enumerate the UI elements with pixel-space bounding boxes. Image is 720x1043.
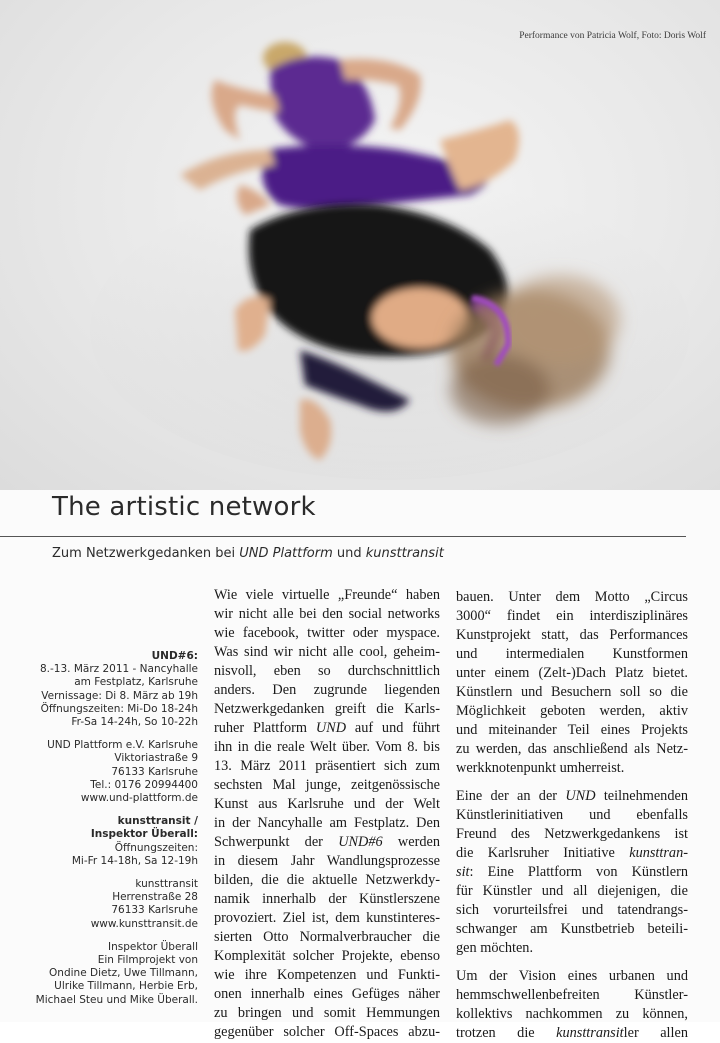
info-line: Öffnungszeiten: — [114, 841, 198, 854]
article-column-2 — [456, 588, 688, 1043]
info-line: Fr-Sa 14-24h, So 10-22h — [71, 716, 198, 729]
address-line: 76133 Karlsruhe — [111, 904, 198, 917]
article-line: wie ihre Kompetenzen und Funkti- — [214, 967, 440, 983]
article-line: 13. März 2011 präsentiert sich zum — [214, 758, 440, 774]
article-line: die Karlsruher Initiative kunsttran- — [456, 845, 688, 861]
article-line: und intermedialen Kunstformen — [456, 646, 688, 662]
und-address — [20, 739, 198, 805]
article-line: zu bringen und somit Hemmungen — [214, 1005, 440, 1021]
paragraph-gap — [456, 958, 688, 967]
article-line: wir nicht alle bei den social networks — [214, 606, 440, 622]
article-line: ruher Plattform UND auf und führt — [214, 720, 440, 736]
address-line: kunsttransit — [135, 878, 198, 891]
info-line: Vernissage: Di 8. März ab 19h — [41, 689, 198, 702]
info-line: am Festplatz, Karlsruhe — [74, 676, 198, 689]
article-line: zu werden, das anschließend als Netz- — [456, 741, 688, 757]
article-line: in der Nancyhalle am Festplatz. Den — [214, 815, 440, 831]
article-line: sechsten Mal junge, zeitgenössische — [214, 777, 440, 793]
subtitle-part: und — [332, 546, 366, 561]
upper-dancer — [180, 42, 519, 215]
article-line: wie facebook, twitter oder myspace. — [214, 625, 440, 641]
article-line: Eine der an der UND teilnehmenden — [456, 788, 688, 804]
article-line: provoziert. Ziel ist, dem kunstinteres- — [214, 910, 440, 926]
website-line: www.kunsttransit.de — [90, 917, 198, 930]
und6-info — [20, 650, 198, 729]
address-line: 76133 Karlsruhe — [111, 765, 198, 778]
und6-heading: UND#6: — [151, 650, 198, 662]
article-line: gegenüber solcher Off-Spaces abzu- — [214, 1024, 440, 1040]
event-info-sidebar — [20, 650, 198, 1017]
article-line: und miteinander Teil eines Projekts — [456, 722, 688, 738]
credit-line: Inspektor Überall — [107, 940, 198, 953]
article-line: nisvoll, eben so durchschnittlich — [214, 663, 440, 679]
info-line: 8.-13. März 2011 - Nancyhalle — [39, 663, 198, 676]
website-line: www.und-plattform.de — [80, 792, 198, 805]
article-line: für Künstler und all diejenigen, die — [456, 883, 688, 899]
film-credits — [20, 941, 198, 1007]
article-line: kollektivs nachkommen zu können, — [456, 1006, 688, 1022]
article-line: gen möchten. — [456, 940, 534, 956]
article-line: 3000“ findet ein interdisziplinäres — [456, 608, 688, 624]
title-divider — [0, 536, 686, 537]
address-line: UND Plattform e.V. Karlsruhe — [47, 739, 198, 752]
paragraph-gap — [456, 778, 688, 787]
article-line: sierten Otto Normalverbraucher die — [214, 929, 440, 945]
article-line: Kunst aus Karlsruhe und der Welt — [214, 796, 440, 812]
kunsttransit-info — [20, 815, 198, 868]
article-line: Schwerpunkt der UND#6 werden — [214, 834, 440, 850]
kunsttransit-heading: kunsttransit / — [117, 815, 198, 828]
article-line: Möglichkeit geboten werden, aktiv — [456, 703, 688, 719]
article-line: sit: Eine Plattform von Künstlern — [456, 864, 688, 880]
article-line: Künstlern und Besuchern soll so die — [456, 684, 688, 700]
article-line: anders. Den zugrunde liegenden — [214, 682, 440, 698]
article-line: Komplexität solcher Projekte, ebenso — [214, 948, 440, 964]
address-line: Herrenstraße 28 — [112, 891, 198, 904]
performance-photo — [0, 0, 720, 490]
article-line: bauen. Unter dem Motto „Circus — [456, 589, 688, 605]
article-line: Was sind wir nicht alle cool, geheim- — [214, 644, 440, 660]
credit-line: Ein Filmprojekt von — [97, 954, 198, 967]
article-line: onen innerhalb eines Gefüges näher — [214, 986, 440, 1002]
photo-credit: Performance von Patricia Wolf, Foto: Doris Wolf — [519, 31, 706, 41]
article-line: hemmschwellenbefreiten Künstler- — [456, 987, 688, 1003]
article-line: werkknotenpunkt umherreist. — [456, 760, 625, 776]
article-line: sich vorurteilsfrei und tatendrangs- — [456, 902, 688, 918]
article-line: Freund des Netzwerkgedankens ist — [456, 826, 688, 842]
article-line: ihn in die reale Welt über. Vom 8. bis — [214, 739, 440, 755]
article-line: Künstlerinitiativen und ebenfalls — [456, 807, 688, 823]
article-line: Kunstprojekt statt, das Performances — [456, 627, 688, 643]
article-column-1 — [214, 586, 440, 1042]
article-line: schwanger am Kunstbetrieb beteili- — [456, 921, 688, 937]
article-line: namik innerhalb der Künstlerszene — [214, 891, 440, 907]
dancers-illustration — [0, 0, 720, 490]
subtitle-und-plattform: UND Plattform — [239, 546, 333, 561]
credit-line: Ulrike Tillmann, Herbie Erb, — [54, 980, 198, 993]
credit-line: Michael Steu und Mike Überall. — [35, 993, 198, 1006]
article-line: unter einem (Zelt-)Dach Platz bietet. — [456, 665, 688, 681]
info-line: Mi-Fr 14-18h, Sa 12-19h — [71, 854, 198, 867]
credit-line: Ondine Dietz, Uwe Tillmann, — [49, 967, 198, 980]
article-line: Wie viele virtuelle „Freunde“ haben — [214, 587, 440, 603]
article-title: The artistic network — [52, 492, 316, 522]
phone-line: Tel.: 0176 20994400 — [90, 778, 198, 791]
article-line: Netzwerkgedanken greift die Karls- — [214, 701, 440, 717]
address-line: Viktoriastraße 9 — [114, 752, 198, 765]
article-line: bilden, die die aktuelle Netzwerkdy- — [214, 872, 440, 888]
subtitle-part: Zum Netzwerkgedanken bei — [52, 546, 240, 561]
subtitle-kunsttransit: kunsttransit — [365, 546, 444, 561]
article-subtitle — [52, 546, 444, 561]
article-line: in diesem Jahr Wandlungsprozesse — [214, 853, 440, 869]
inspektor-heading: Inspektor Überall: — [90, 828, 198, 841]
info-line: Öffnungszeiten: Mi-Do 18-24h — [40, 702, 198, 715]
article-line: trotzen die kunsttransitler allen — [456, 1025, 688, 1041]
kunsttransit-address — [20, 878, 198, 931]
article-line: Um der Vision eines urbanen und — [456, 968, 688, 984]
